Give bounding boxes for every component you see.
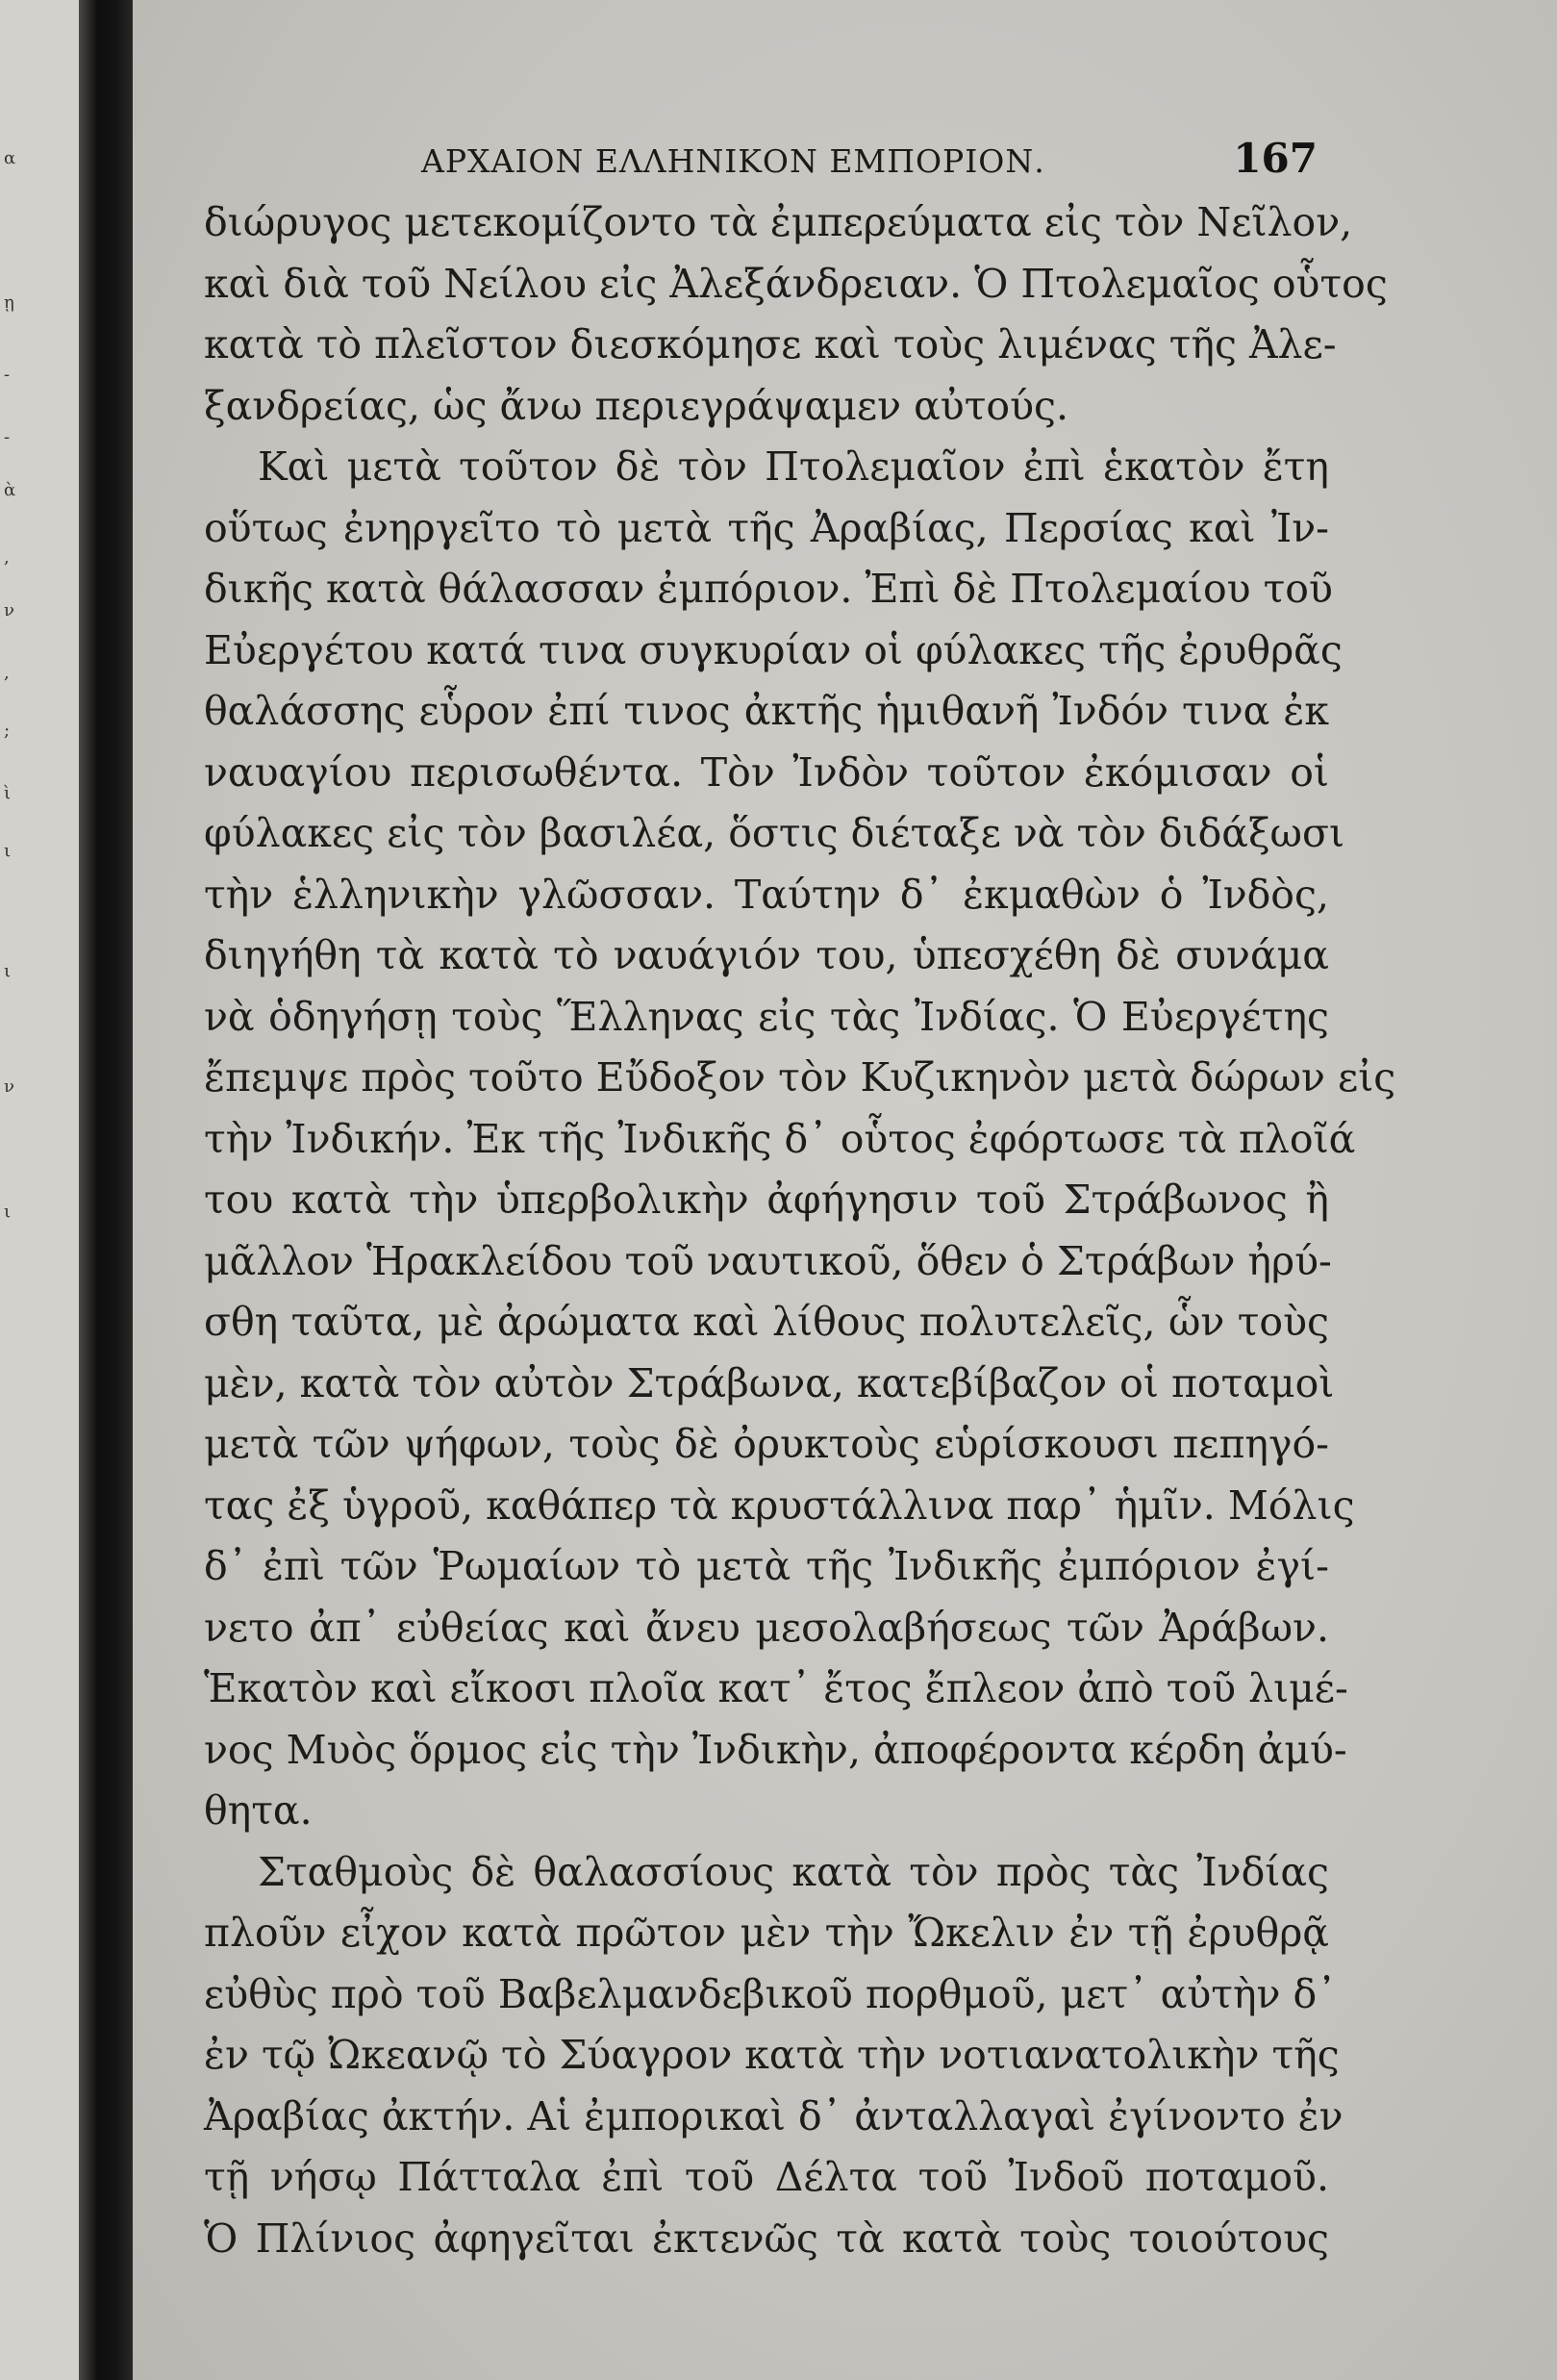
facing-page-edge: [0, 0, 79, 2380]
margin-fragment: ν: [4, 1076, 14, 1097]
text-line: δ᾽ ἐπὶ τῶν Ῥωμαίων τὸ μετὰ τῆς Ἰνδικῆς ἐμπόριον ἐγί-: [204, 1543, 1329, 1589]
margin-fragment: ι: [4, 841, 12, 861]
margin-fragment: -: [4, 365, 11, 385]
text-line: θαλάσσης εὗρον ἐπί τινος ἀκτῆς ἡμιθανῆ Ἰνδόν τινα ἐκ: [204, 688, 1329, 734]
text-line: κατὰ τὸ πλεῖστον διεσκόμησε καὶ τοὺς λιμένας τῆς Ἀλε-: [204, 321, 1337, 367]
margin-fragment: ὰ: [4, 480, 16, 500]
text-line: μὲν, κατὰ τὸν αὐτὸν Στράβωνα, κατεβίβαζον οἱ ποταμοὶ: [204, 1359, 1335, 1406]
text-line: Καὶ μετὰ τοῦτον δὲ τὸν Πτολεμαῖον ἐπὶ ἑκατὸν ἔτη: [258, 443, 1329, 490]
text-line: τῇ νήσῳ Πάτταλα ἐπὶ τοῦ Δέλτα τοῦ Ἰνδοῦ ποταμοῦ.: [204, 2154, 1329, 2200]
text-line: του κατὰ τὴν ὑπερβολικὴν ἀφήγησιν τοῦ Στράβωνος ἢ: [204, 1177, 1329, 1223]
text-line: ἔπεμψε πρὸς τοῦτο Εὔδοξον τὸν Κυζικηνὸν μετὰ δώρων εἰς: [204, 1054, 1396, 1101]
text-line: θητα.: [204, 1787, 313, 1834]
running-title: ΑΡΧΑΙΟΝ ΕΛΛΗΝΙΚΟΝ ΕΜΠΟΡΙΟΝ.: [421, 142, 1045, 180]
text-line: Ὁ Πλίνιος ἀφηγεῖται ἐκτενῶς τὰ κατὰ τοὺς τοιούτους: [204, 2215, 1329, 2262]
text-line: Ἀραβίας ἀκτήν. Αἱ ἐμπορικαὶ δ᾽ ἀνταλλαγαὶ ἐγίνοντο ἐν: [204, 2092, 1344, 2139]
text-line: σθη ταῦτα, μὲ ἀρώματα καὶ λίθους πολυτελεῖς, ὧν τοὺς: [204, 1299, 1329, 1345]
book-gutter-shadow: [79, 0, 133, 2380]
margin-fragment: ,: [4, 663, 10, 683]
margin-fragment: ι: [4, 1202, 12, 1222]
page-number: 167: [1233, 135, 1318, 182]
text-line: δικῆς κατὰ θάλασσαν ἐμπόριον. Ἐπὶ δὲ Πτολεμαίου τοῦ: [204, 566, 1333, 612]
text-line: μᾶλλον Ἡρακλείδου τοῦ ναυτικοῦ, ὅθεν ὁ Στράβων ἠρύ-: [204, 1237, 1332, 1284]
text-line: τὴν Ἰνδικήν. Ἐκ τῆς Ἰνδικῆς δ᾽ οὗτος ἐφόρτωσε τὰ πλοῖά: [204, 1115, 1356, 1162]
text-line: νὰ ὁδηγήσῃ τοὺς Ἕλληνας εἰς τὰς Ἰνδίας. Ὁ Εὐεργέτης: [204, 993, 1329, 1040]
margin-fragment: ,: [4, 547, 10, 568]
text-line: τας ἐξ ὑγροῦ, καθάπερ τὰ κρυστάλλινα παρ᾽ ἡμῖν. Μόλις: [204, 1481, 1355, 1529]
text-line: Εὐεργέτου κατά τινα συγκυρίαν οἱ φύλακες τῆς ἐρυθρᾶς: [204, 626, 1343, 673]
text-line: τὴν ἑλληνικὴν γλῶσσαν. Ταύτην δ᾽ ἐκμαθὼν ὁ Ἰνδὸς,: [204, 871, 1329, 918]
text-line: ἐν τῷ Ὠκεανῷ τὸ Σύαγρον κατὰ τὴν νοτιανατολικὴν τῆς: [204, 2032, 1340, 2078]
text-line: διηγήθη τὰ κατὰ τὸ ναυάγιόν του, ὑπεσχέθη δὲ συνάμα: [204, 932, 1329, 978]
text-line: νετο ἀπ᾽ εὐθείας καὶ ἄνευ μεσολαβήσεως τῶν Ἀράβων.: [204, 1604, 1329, 1651]
text-line: εὐθὺς πρὸ τοῦ Βαβελμανδεβικοῦ πορθμοῦ, μετ᾽ αὐτὴν δ᾽: [204, 1970, 1337, 2017]
facing-page-fragments: [0, 0, 79, 2380]
margin-fragment: ν: [4, 600, 14, 620]
text-line: ξανδρείας, ὡς ἄνω περιεγράψαμεν αὐτούς.: [204, 382, 1068, 429]
page-header: [298, 135, 1318, 192]
text-line: διώρυγος μετεκομίζοντο τὰ ἐμπερεύματα εἰς τὸν Νεῖλον,: [204, 199, 1353, 245]
text-line: οὕτως ἐνηργεῖτο τὸ μετὰ τῆς Ἀραβίας, Περσίας καὶ Ἰν-: [204, 504, 1329, 551]
margin-fragment: ὶ: [4, 783, 12, 803]
text-line: νος Μυὸς ὅρμος εἰς τὴν Ἰνδικὴν, ἀποφέροντα κέρδη ἀμύ-: [204, 1726, 1347, 1773]
body-text: [204, 192, 1396, 2269]
text-line: πλοῦν εἶχον κατὰ πρῶτον μὲν τὴν Ὤκελιν ἐν τῇ ἐρυθρᾷ: [204, 1910, 1329, 1956]
text-line: Ἑκατὸν καὶ εἴκοσι πλοῖα κατ᾽ ἔτος ἔπλεον ἀπὸ τοῦ λιμέ-: [204, 1665, 1348, 1711]
text-line: φύλακες εἰς τὸν βασιλέα, ὅστις διέταξε νὰ τὸν διδάξωσι: [204, 810, 1345, 856]
margin-fragment: ;: [4, 721, 11, 741]
margin-fragment: ῃ: [4, 292, 14, 313]
text-line: Σταθμοὺς δὲ θαλασσίους κατὰ τὸν πρὸς τὰς Ἰνδίας: [258, 1848, 1329, 1895]
text-line: μετὰ τῶν ψήφων, τοὺς δὲ ὀρυκτοὺς εὑρίσκουσι πεπηγό-: [204, 1421, 1329, 1467]
text-line: ναυαγίου περισωθέντα. Τὸν Ἰνδὸν τοῦτον ἐκόμισαν οἱ: [204, 748, 1329, 796]
margin-fragment: ι: [4, 961, 12, 981]
margin-fragment: α: [4, 148, 16, 168]
margin-fragment: -: [4, 427, 11, 447]
text-line: καὶ διὰ τοῦ Νείλου εἰς Ἀλεξάνδρειαν. Ὁ Πτολεμαῖος οὗτος: [204, 260, 1388, 307]
